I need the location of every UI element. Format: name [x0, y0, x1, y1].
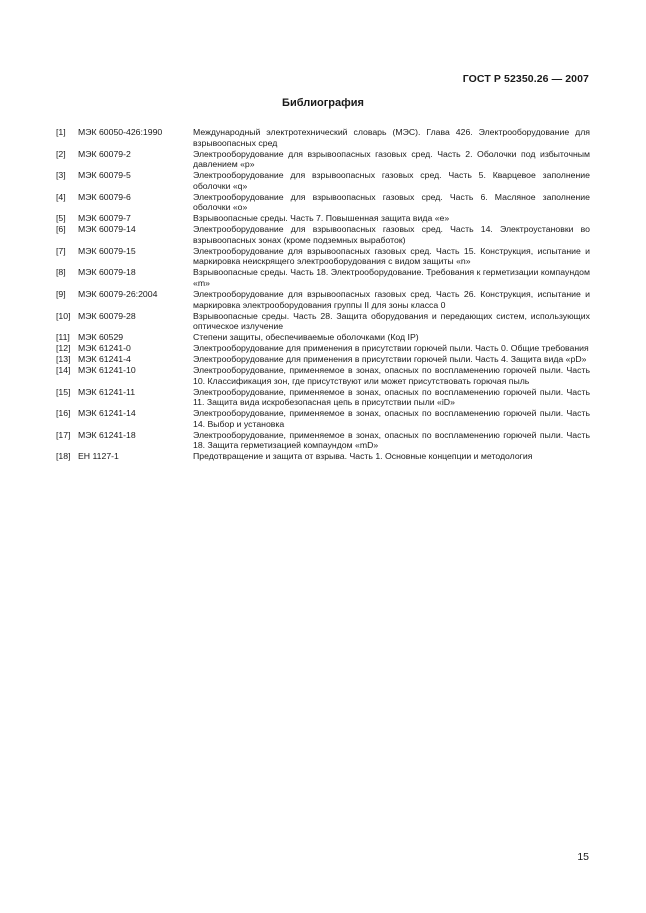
entry-standard-code: МЭК 61241-0 [78, 343, 131, 354]
entry-standard-code: МЭК 60079-5 [78, 170, 131, 181]
entry-title: Электрооборудование для применения в присутствии горючей пыли. Часть 4. Защита вида «pD» [193, 354, 587, 365]
entry-title: Электрооборудование для взрывоопасных газовых сред. Часть 6. Масляное заполнение оболочки «о» [193, 191, 590, 213]
bibliography-entry [56, 311, 590, 332]
entry-number: [9] [56, 289, 66, 300]
entry-number: [4] [56, 191, 66, 202]
entry-number: [12] [56, 343, 71, 354]
standard-designation: ГОСТ Р 52350.26 — 2007 [462, 73, 589, 85]
entry-title: Электрооборудование для взрывоопасных газовых сред. Часть 5. Кварцевое заполнение оболочки «q» [193, 170, 590, 191]
bibliography-entry [56, 408, 590, 429]
entry-title: Взрывоопасные среды. Часть 18. Электрооборудование. Требования к герметизации компаундом «m» [193, 267, 590, 289]
entry-number: [15] [56, 386, 71, 397]
entry-standard-code: МЭК 60079-6 [78, 191, 131, 202]
bibliography-entry [56, 387, 590, 408]
entry-number: [7] [56, 245, 66, 256]
entry-standard-code: МЭК 60079-28 [78, 310, 136, 321]
bibliography-entry [56, 430, 590, 451]
entry-title: Электрооборудование для взрывоопасных газовых сред. Часть 2. Оболочки под избыточным давлением «р» [193, 148, 590, 170]
entry-title: Электрооборудование, применяемое в зонах, опасных по воспламенению горючей пыли. Часть 18. Защита герметизацией компаундом «mD» [193, 429, 590, 451]
entry-title: Электрооборудование, применяемое в зонах, опасных по воспламенению горючей пыли. Часть 10. Классификация зон, где присутствуют или может присутствовать горючая пыль [193, 365, 590, 386]
entry-standard-code: МЭК 60079-2 [78, 148, 131, 159]
entry-title: Электрооборудование для применения в присутствии горючей пыли. Часть 0. Общие требования [193, 343, 589, 354]
entry-standard-code: МЭК 60079-7 [78, 213, 131, 224]
entry-title: Электрооборудование для взрывоопасных газовых сред. Часть 26. Конструкция, испытание и маркировка электрооборудования группы II для зоны класса 0 [193, 289, 590, 310]
entry-number: [8] [56, 267, 66, 278]
bibliography-list [56, 127, 590, 462]
section-title: Библиография [282, 97, 364, 109]
bibliography-entry [56, 289, 590, 310]
entry-title: Электрооборудование для взрывоопасных газовых сред. Часть 15. Конструкция, испытание и маркировка неискрящего электрооборудования с видом защиты «n» [193, 245, 590, 267]
bibliography-entry [56, 354, 590, 365]
entry-number: [2] [56, 148, 66, 159]
entry-title: Предотвращение и защита от взрыва. Часть 1. Основные концепции и методология [193, 451, 533, 462]
bibliography-entry [56, 343, 590, 354]
bibliography-entry [56, 170, 590, 191]
entry-number: [16] [56, 408, 71, 419]
entry-number: [5] [56, 213, 66, 224]
entry-standard-code: МЭК 61241-11 [78, 386, 136, 397]
bibliography-entry [56, 192, 590, 213]
entry-standard-code: МЭК 61241-14 [78, 408, 136, 419]
entry-title: Электрооборудование, применяемое в зонах, опасных по воспламенению горючей пыли. Часть 11. Защита вида искробезопасная цепь в присутствии пыли «iD» [193, 386, 590, 408]
bibliography-entry [56, 332, 590, 343]
entry-standard-code: МЭК 61241-4 [78, 354, 131, 365]
entry-standard-code: ЕН 1127-1 [78, 451, 119, 462]
entry-number: [11] [56, 332, 70, 343]
entry-standard-code: МЭК 60079-15 [78, 245, 136, 256]
entry-number: [17] [56, 429, 71, 440]
entry-title: Степени защиты, обеспечиваемые оболочками (Код IP) [193, 332, 419, 343]
bibliography-entry [56, 365, 590, 386]
entry-number: [10] [56, 310, 71, 321]
bibliography-entry [56, 246, 590, 267]
entry-title: Международный электротехнический словарь (МЭС). Глава 426. Электрооборудование для взрывоопасных сред [193, 127, 590, 148]
entry-number: [18] [56, 451, 71, 462]
entry-number: [13] [56, 354, 71, 365]
entry-title: Электрооборудование для взрывоопасных газовых сред. Часть 14. Электроустановки во взрывоопасных зонах (кроме подземных выработок) [193, 224, 590, 245]
entry-standard-code: МЭК 60079-26:2004 [78, 289, 158, 300]
entry-standard-code: МЭК 60079-18 [78, 267, 136, 278]
entry-title: Взрывоопасные среды. Часть 7. Повышенная защита вида «е» [193, 213, 450, 224]
entry-title: Электрооборудование, применяемое в зонах, опасных по воспламенению горючей пыли. Часть 14. Выбор и установка [193, 408, 590, 429]
bibliography-entry [56, 127, 590, 148]
entry-standard-code: МЭК 60079-14 [78, 224, 136, 235]
entry-number: [6] [56, 224, 66, 235]
entry-standard-code: МЭК 61241-10 [78, 365, 136, 376]
bibliography-entry [56, 224, 590, 245]
page-number: 15 [577, 851, 589, 863]
entry-standard-code: МЭК 60050-426:1990 [78, 127, 163, 137]
entry-standard-code: МЭК 61241-18 [78, 429, 136, 440]
bibliography-entry [56, 451, 590, 462]
entry-number: [14] [56, 365, 71, 376]
entry-number: [3] [56, 170, 66, 181]
bibliography-entry [56, 267, 590, 288]
bibliography-entry [56, 213, 590, 224]
bibliography-entry [56, 149, 590, 170]
entry-title: Взрывоопасные среды. Часть 28. Защита оборудования и передающих систем, использующих оптическое излучение [193, 310, 590, 332]
entry-number: [1] [56, 127, 66, 137]
entry-standard-code: МЭК 60529 [78, 332, 124, 343]
